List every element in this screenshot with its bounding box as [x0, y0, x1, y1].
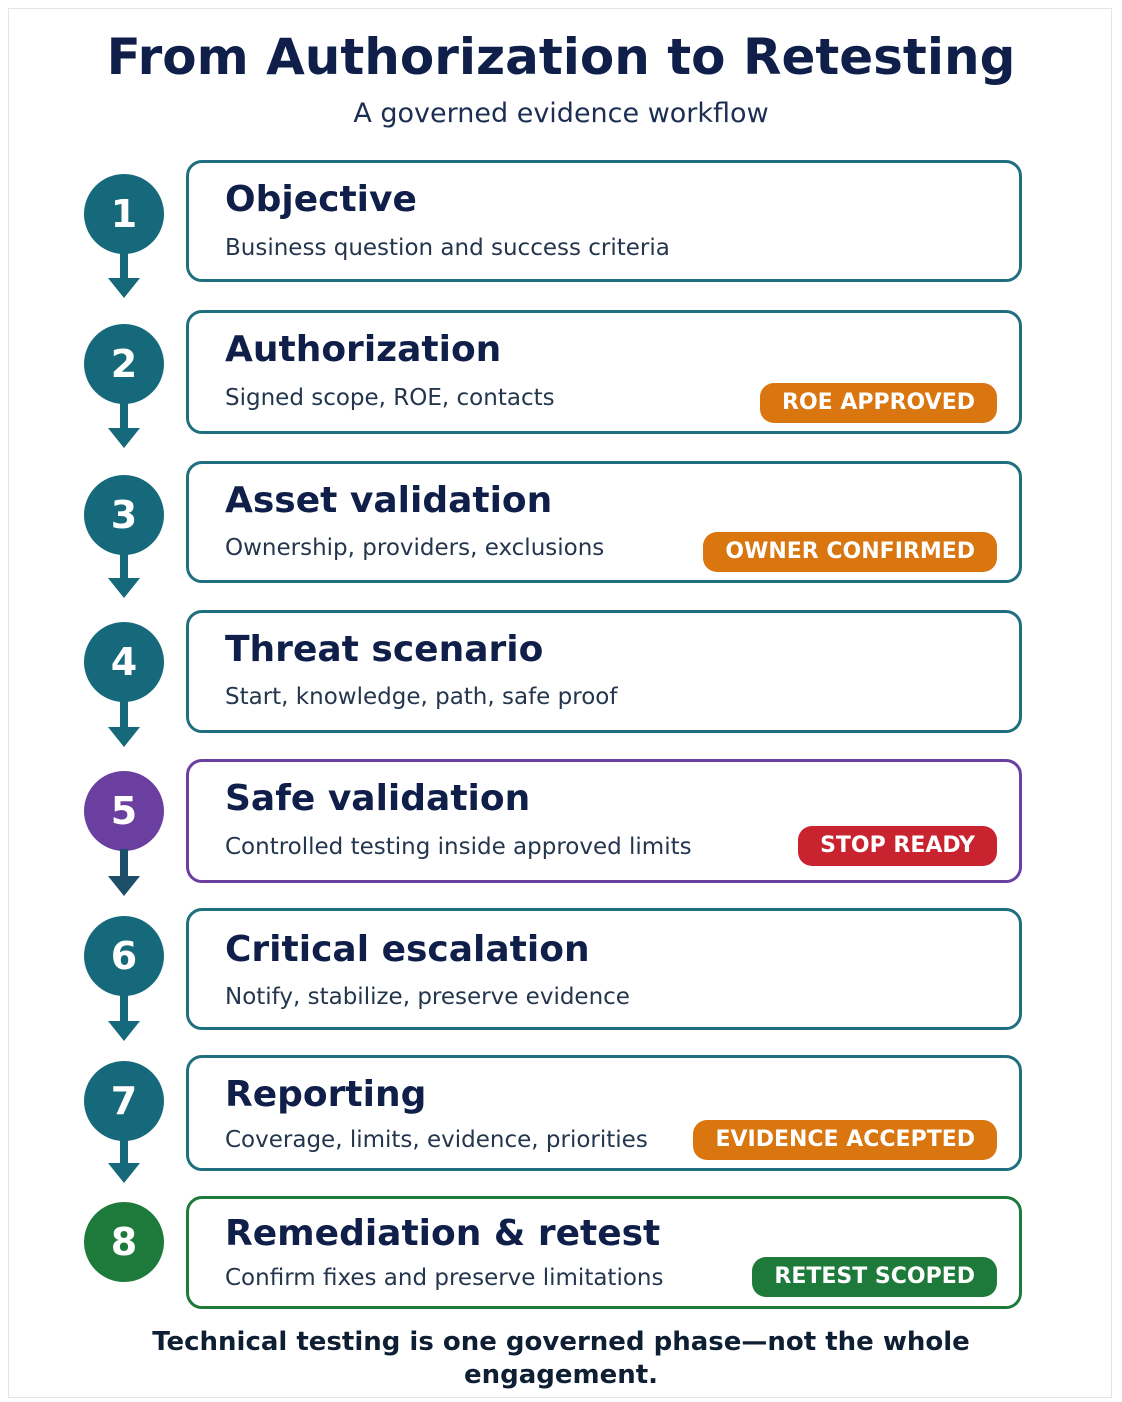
step-description: Start, knowledge, path, safe proof — [225, 684, 618, 710]
step-title: Objective — [225, 179, 417, 220]
step-card — [186, 461, 1022, 583]
step-number-badge: 7 — [84, 1061, 164, 1141]
arrow-down-icon — [108, 727, 140, 747]
status-badge: RETEST SCOPED — [752, 1257, 997, 1297]
step-description: Controlled testing inside approved limits — [225, 834, 692, 860]
step-card — [186, 310, 1022, 434]
flow-arrow-stem — [120, 700, 128, 728]
arrow-down-icon — [108, 278, 140, 298]
step-title: Asset validation — [225, 480, 553, 521]
step-description: Signed scope, ROE, contacts — [225, 385, 555, 411]
arrow-down-icon — [108, 1021, 140, 1041]
step-number-badge: 5 — [84, 771, 164, 851]
footer-note: Technical testing is one governed phase—not the whole engagement. — [152, 1327, 970, 1390]
status-badge: ROE APPROVED — [760, 383, 997, 423]
step-card — [186, 1055, 1022, 1171]
step-title: Authorization — [225, 329, 502, 370]
step-title: Reporting — [225, 1074, 427, 1115]
step-number-badge: 3 — [84, 475, 164, 555]
flow-arrow-stem — [120, 1139, 128, 1165]
flow-arrow-stem — [120, 252, 128, 280]
step-description: Ownership, providers, exclusions — [225, 535, 605, 561]
step-card — [186, 160, 1022, 282]
page-subtitle: A governed evidence workflow — [353, 98, 769, 129]
flow-arrow-stem — [120, 994, 128, 1022]
step-description: Confirm fixes and preserve limitations — [225, 1265, 664, 1291]
status-badge: OWNER CONFIRMED — [703, 532, 997, 572]
arrow-down-icon — [108, 876, 140, 896]
step-number-badge: 2 — [84, 324, 164, 404]
step-card — [186, 759, 1022, 883]
step-title: Remediation & retest — [225, 1213, 661, 1254]
step-card — [186, 1196, 1022, 1309]
arrow-down-icon — [108, 428, 140, 448]
step-number-badge: 6 — [84, 916, 164, 996]
page-title: From Authorization to Retesting — [106, 28, 1016, 86]
flow-arrow-stem — [120, 402, 128, 430]
step-card — [186, 908, 1022, 1030]
flow-arrow-stem — [120, 849, 128, 877]
step-number-badge: 1 — [84, 174, 164, 254]
flow-arrow-stem — [120, 553, 128, 579]
step-title: Critical escalation — [225, 929, 590, 970]
status-badge: EVIDENCE ACCEPTED — [693, 1120, 997, 1160]
arrow-down-icon — [108, 578, 140, 598]
arrow-down-icon — [108, 1163, 140, 1183]
step-description: Coverage, limits, evidence, priorities — [225, 1127, 648, 1153]
step-title: Safe validation — [225, 778, 531, 819]
step-title: Threat scenario — [225, 629, 544, 670]
status-badge: STOP READY — [798, 826, 997, 866]
step-description: Business question and success criteria — [225, 235, 670, 261]
step-number-badge: 8 — [84, 1202, 164, 1282]
step-card — [186, 610, 1022, 733]
step-number-badge: 4 — [84, 622, 164, 702]
step-description: Notify, stabilize, preserve evidence — [225, 984, 630, 1010]
